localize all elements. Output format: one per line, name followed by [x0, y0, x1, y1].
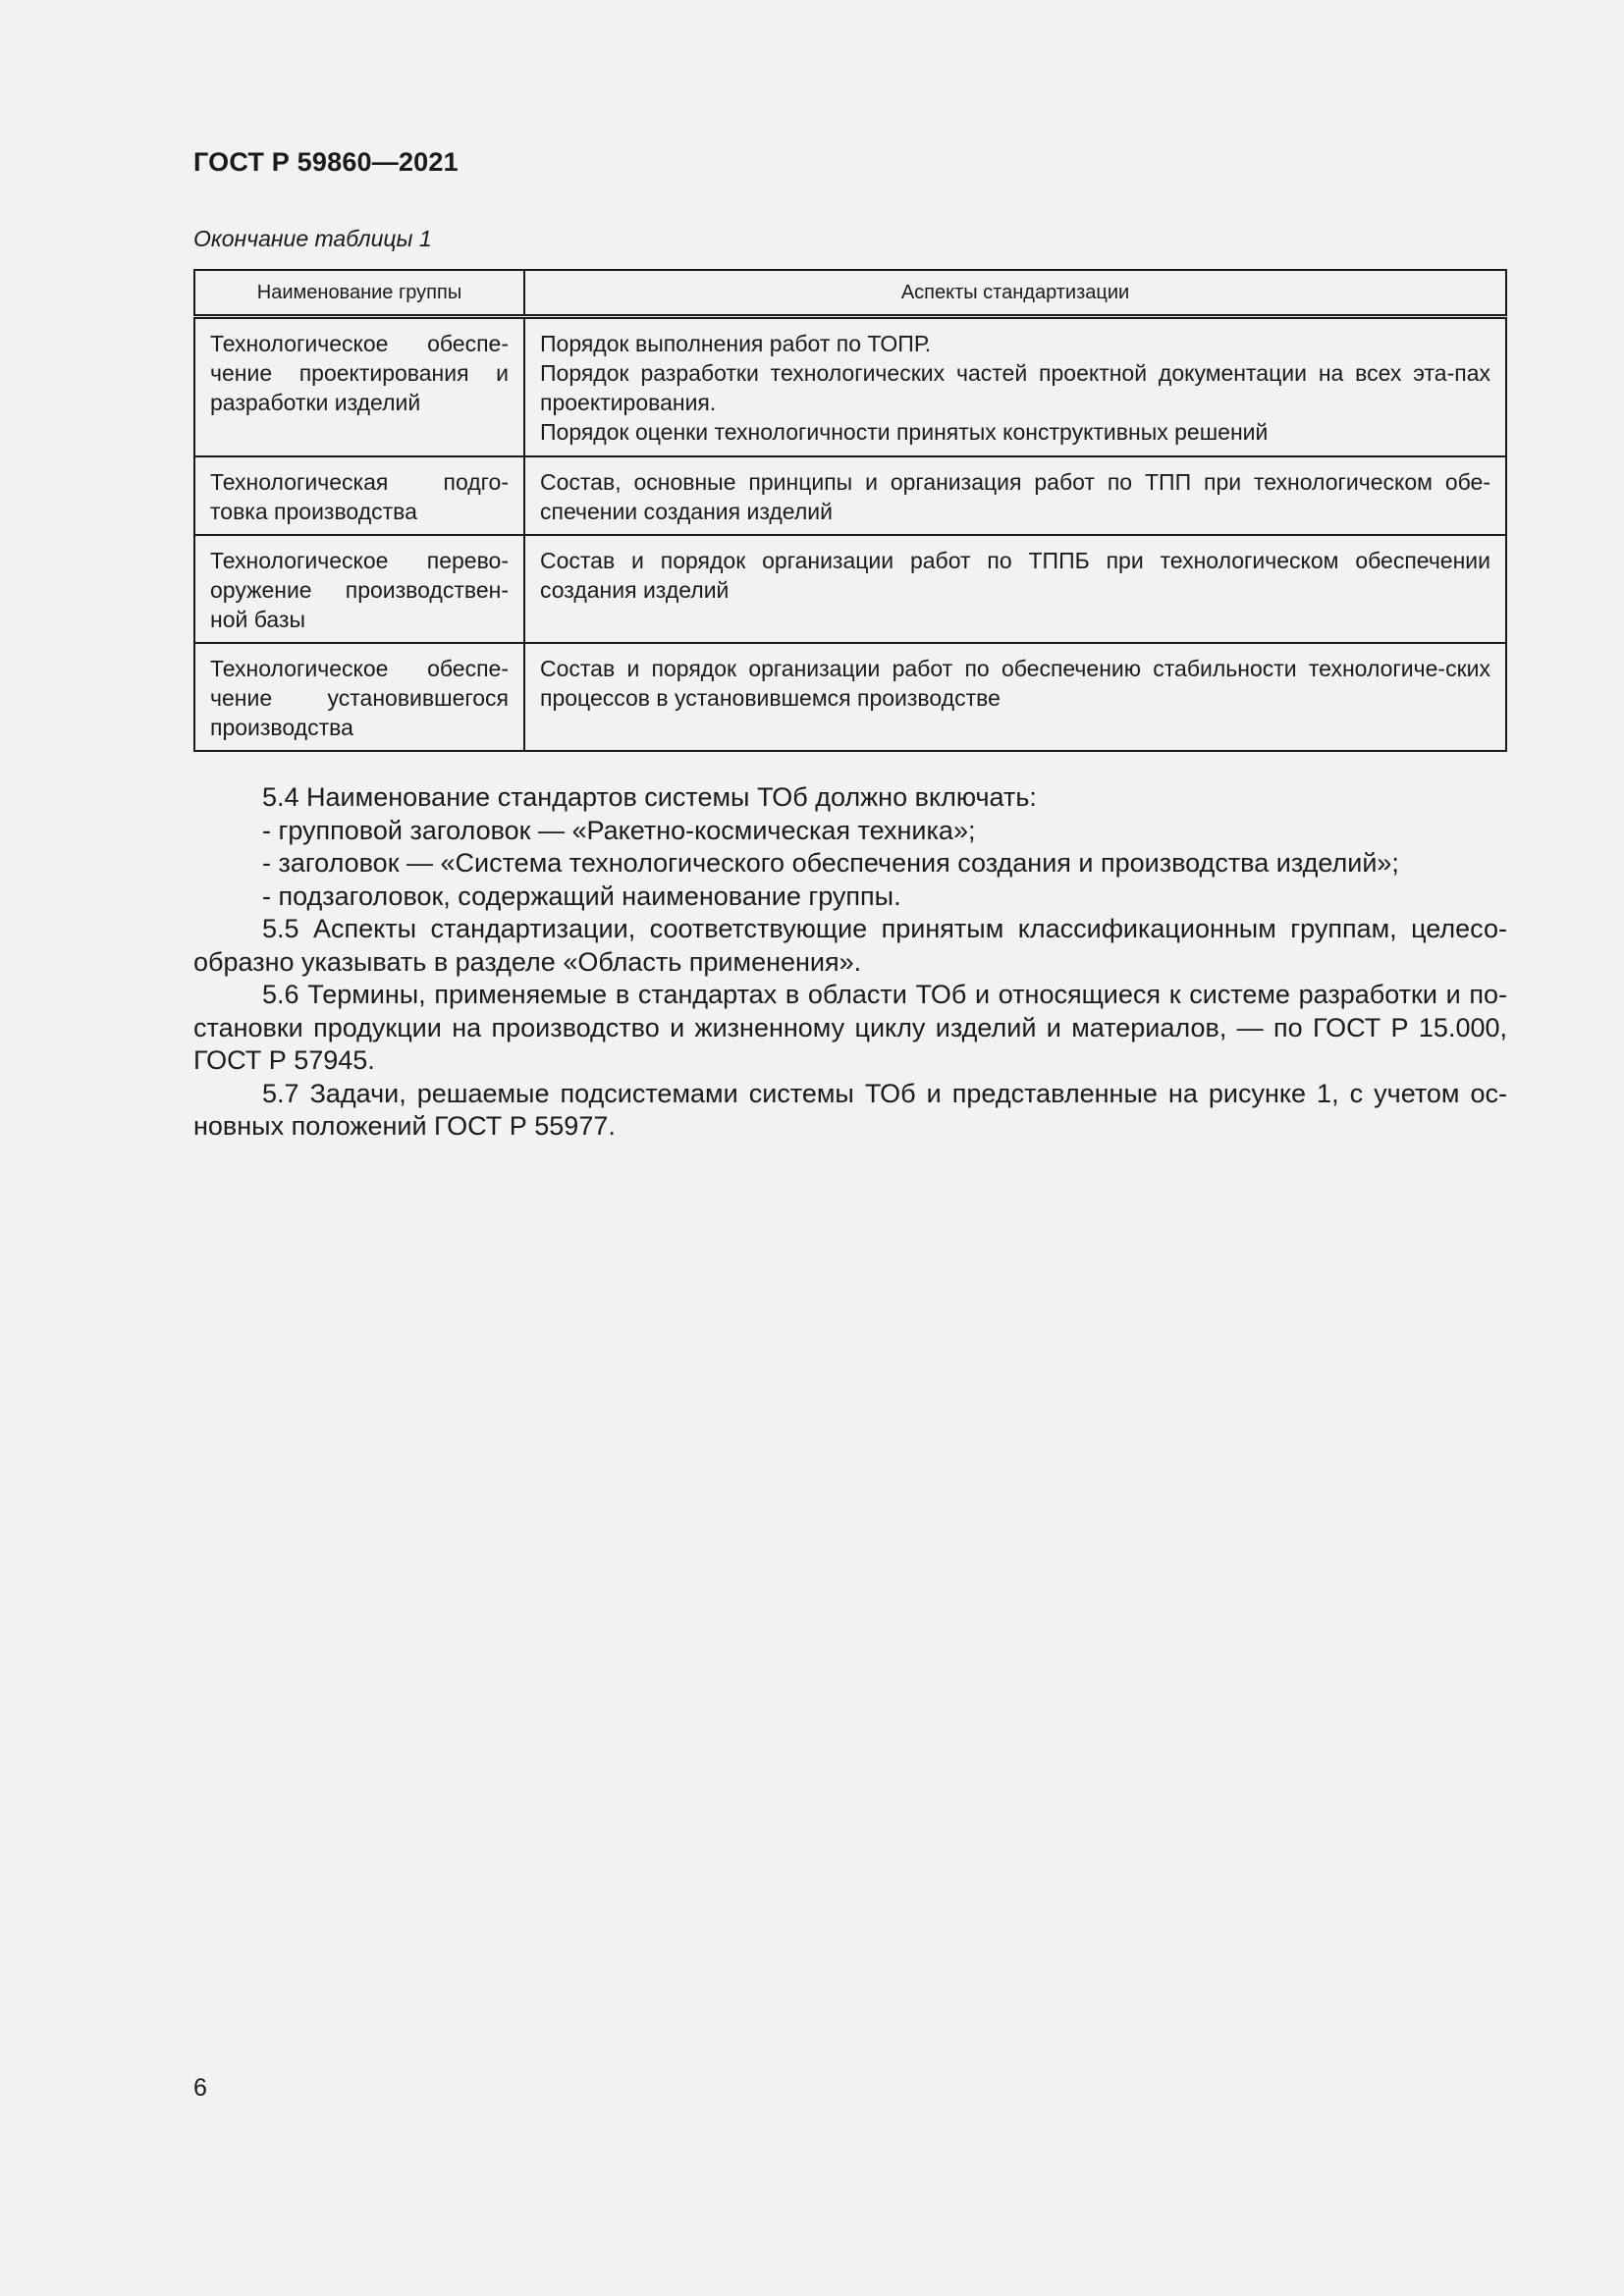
aspects-cell: [524, 535, 1506, 643]
page-number: 6: [193, 2074, 207, 2102]
paragraph-5-6: 5.6 Термины, применяемые в стандартах в области ТОб и относящиеся к системе разработки и по-становки продукции на производство и жизненному циклу изделий и материалов, — по ГОСТ Р 15.000, ГОСТ Р 57945.: [193, 980, 1507, 1075]
paragraph-5-4: 5.4 Наименование стандартов системы ТОб должно включать:: [262, 782, 1037, 812]
group-name-cell: Технологическое обеспе-чение установившегося производства: [194, 643, 524, 751]
table-row: [194, 643, 1506, 751]
aspect-text: Состав и порядок организации работ по ТППБ при технологическом обеспечении создания изделий: [540, 547, 1490, 603]
table-header-row: [194, 270, 1506, 317]
group-name-cell: Технологическая подго-товка производства: [194, 456, 524, 535]
aspect-text: Порядок оценки технологичности принятых конструктивных решений: [540, 419, 1269, 445]
aspects-cell: [524, 643, 1506, 751]
aspect-text: Порядок выполнения работ по ТОПР.: [540, 331, 932, 356]
list-item: - групповой заголовок — «Ракетно-космическая техника»;: [262, 815, 976, 845]
column-header-group: Наименование группы: [194, 270, 524, 317]
standards-table: [193, 269, 1507, 752]
list-item: - подзаголовок, содержащий наименование группы.: [262, 881, 901, 911]
group-name-cell: Технологическое перево-оружение производствен-ной базы: [194, 535, 524, 643]
column-header-aspects: Аспекты стандартизации: [524, 270, 1506, 317]
list-item: - заголовок — «Система технологического обеспечения создания и производства изделий»;: [262, 848, 1399, 878]
aspect-text: Состав, основные принципы и организация работ по ТПП при технологическом обе-спечении создания изделий: [540, 468, 1490, 524]
table-row: [194, 535, 1506, 643]
aspects-cell: [524, 456, 1506, 535]
table-row: [194, 456, 1506, 535]
aspects-cell: [524, 317, 1506, 456]
group-name-cell: Технологическое обеспе-чение проектирования и разработки изделий: [194, 317, 524, 456]
paragraph-5-7: 5.7 Задачи, решаемые подсистемами системы ТОб и представленные на рисунке 1, с учетом ос-новных положений ГОСТ Р 55977.: [193, 1078, 1507, 1141]
paragraph-5-5: 5.5 Аспекты стандартизации, соответствующие принятым классификационным группам, целесо-образно указывать в разделе «Область применения».: [193, 914, 1507, 977]
aspect-text: Порядок разработки технологических частей проектной документации на всех эта-пах проектирования.: [540, 360, 1490, 415]
table-row: [194, 317, 1506, 456]
document-header: ГОСТ Р 59860—2021: [193, 147, 459, 177]
aspect-text: Состав и порядок организации работ по обеспечению стабильности технологиче-ских процессов в установившемся производстве: [540, 655, 1490, 711]
body-text: [193, 781, 1507, 1144]
table-caption: Окончание таблицы 1: [193, 226, 432, 251]
